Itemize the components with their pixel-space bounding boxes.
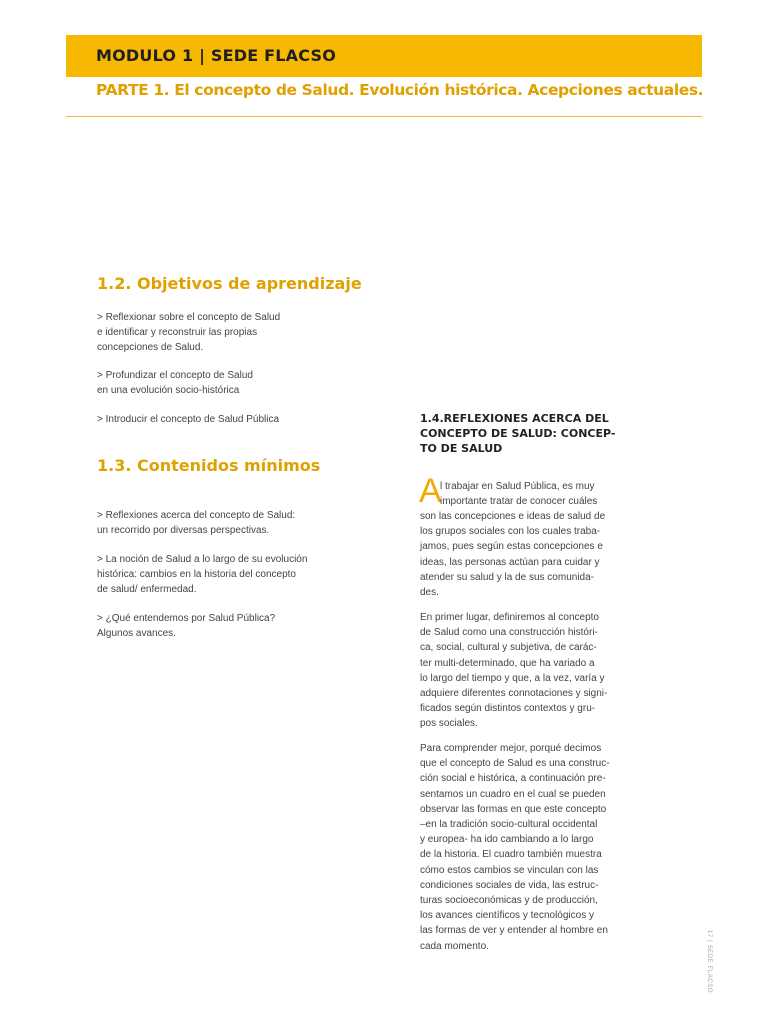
reflections-paragraph-3: Para comprender mejor, porqué decimos que el concepto de Salud es una construc- ción social e histórica, a continuación pre- sentamos un cuadro en el cual se pueden observar las formas en que este concepto –en la tradición socio-cultural occidental y europea- ha ido cambiando a lo largo de la historia. El cuadro también muestra cómo estos cambios se vinculan con las condiciones sociales de vida, las estruc- turas socioeconómicas y de producción, los avances científicos y tecnológicos y las formas de ver y entender al hombre en cada momento. bbox=[420, 743, 610, 952]
header-band bbox=[66, 35, 702, 77]
content-item-3: > ¿Qué entendemos por Salud Pública? Algunos avances. bbox=[97, 613, 276, 639]
reflections-heading: 1.4.REFLEXIONES ACERCA DEL CONCEPTO DE SALUD: CONCEP- TO DE SALUD bbox=[420, 412, 616, 455]
objective-item-1: > Reflexionar sobre el concepto de Salud e identificar y reconstruir las propias concepciones de Salud. bbox=[97, 312, 281, 353]
reflections-paragraph-1: son las concepciones e ideas de salud de los grupos sociales con los cuales traba- jamos, pues según estas concepciones e ideas, las personas actúan para cuidar y atender su salud y la de sus comunida- des. bbox=[420, 511, 606, 599]
content-item-2: > La noción de Salud a lo largo de su evolución histórica: cambios en la historia del concepto de salud/ enfermedad. bbox=[97, 554, 308, 595]
objective-item-3: > Introducir el concepto de Salud Pública bbox=[97, 414, 280, 425]
part-title: PARTE 1. El concepto de Salud. Evolución histórica. Acepciones actuales. bbox=[96, 81, 704, 99]
reflections-paragraph-2: En primer lugar, definiremos al concepto de Salud como una construcción históri- ca, social, cultural y subjetiva, de carác- ter multi-determinado, que ha variado a lo largo del tiempo y que, a la vez, varía y adquiere diferentes connotaciones y signi- ficados según distintos contextos y gru- pos sociales. bbox=[420, 612, 608, 730]
contents-heading: 1.3. Contenidos mínimos bbox=[97, 456, 321, 475]
reflections-paragraph-1-intro: l trabajar en Salud Pública, es muy importante tratar de conocer cuáles bbox=[440, 481, 598, 508]
module-title: MODULO 1 | SEDE FLACSO bbox=[96, 46, 337, 65]
objective-item-2: > Profundizar el concepto de Salud en una evolución socio-histórica bbox=[97, 370, 253, 396]
page-number-label: 17 | SEDE FLACSO bbox=[706, 930, 712, 994]
page-footer bbox=[700, 930, 714, 994]
drop-cap: A bbox=[419, 472, 442, 510]
content-item-1: > Reflexiones acerca del concepto de Salud: un recorrido por diversas perspectivas. bbox=[97, 510, 296, 536]
objectives-heading: 1.2. Objetivos de aprendizaje bbox=[97, 274, 362, 293]
header-divider bbox=[66, 116, 702, 117]
